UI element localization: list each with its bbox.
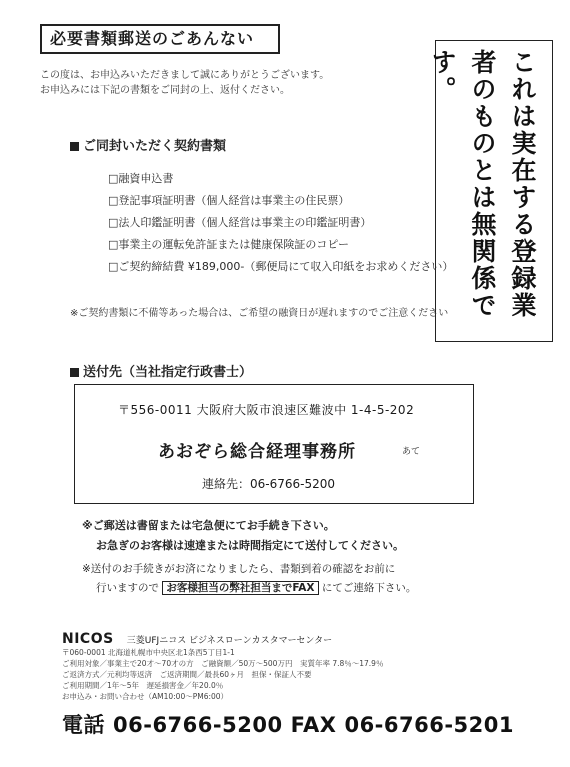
disclaimer-text: これは実在する登録業者のものとは無関係です。 xyxy=(428,49,537,319)
document-title: 必要書類郵送のごあんない xyxy=(40,24,280,54)
list-item: □ご契約締結費 ¥189,000-（郵便局にて収入印紙をお求めください） xyxy=(108,260,454,273)
company-header xyxy=(62,628,332,647)
office-contact: 連絡先：06-6766-5200 xyxy=(202,477,336,491)
fine-print xyxy=(62,647,383,702)
hours-line: お申込み・お問い合わせ（AM10:00～PM6:00） xyxy=(62,692,229,701)
intro-line: この度は、お申込みいただきまして誠にありがとうございます。 xyxy=(40,70,330,81)
heading-label: ご同封いただく契約書類 xyxy=(83,139,227,154)
fax-number: 06-6766-5201 xyxy=(344,713,515,737)
square-bullet-icon xyxy=(70,142,79,151)
warning-line xyxy=(96,580,416,595)
list-item: □融資申込書 xyxy=(108,172,174,185)
list-item: □登記事項証明書（個人経営は事業主の住民票） xyxy=(108,194,350,207)
nicos-logo: NICOS xyxy=(62,631,114,647)
warning-line: お急ぎのお客様は速達または時間指定にて送付してください。 xyxy=(96,539,404,552)
fine-print-line: 〒060-0001 北海道札幌市中央区北1条西5丁目1-1 xyxy=(62,648,235,657)
fine-print-line: ご利用対象／事業主で20才～70才の方 ご融資額／50万～500万円 実質年率 7.8％～17.9％ xyxy=(62,659,384,668)
list-item: □事業主の運転免許証または健康保険証のコピー xyxy=(108,238,349,251)
intro-text xyxy=(40,68,329,98)
send-section-heading xyxy=(70,361,252,380)
contract-note: ※ご契約書類に不備等あった場合は、ご希望の融資日が遅れますのでご注意ください xyxy=(70,308,449,319)
fine-print-line: ご返済方式／元利均等返済 ご返済期間／最長60ヶ月 担保・保証人不要 xyxy=(62,670,312,679)
fax-highlight: お客様担当の弊社担当までFAX xyxy=(162,581,318,595)
tel-label: 電話 xyxy=(62,713,105,737)
contract-section-heading xyxy=(70,135,226,154)
company-name: 三菱UFJニコス ビジネスローンカスタマーセンター xyxy=(126,636,333,646)
list-item: □法人印鑑証明書（個人経営は事業主の印鑑証明書） xyxy=(108,216,372,229)
contact-numbers xyxy=(62,709,522,739)
fax-label: FAX xyxy=(290,713,337,737)
warning-text: にてご連絡下さい。 xyxy=(321,582,417,594)
warning-line: ※送付のお手続きがお済になりましたら、書類到着の確認をお前に xyxy=(82,563,396,575)
tel-number: 06-6766-5200 xyxy=(113,713,283,737)
postal-address: 〒556-0011 大阪府大阪市浪速区難波中 1-4-5-202 xyxy=(118,403,415,417)
intro-line: お申込みには下記の書類をご同封の上、返付ください。 xyxy=(40,85,290,96)
required-documents-list xyxy=(108,168,453,278)
warning-text: 行いますので xyxy=(96,582,159,594)
office-name: あおぞら総合経理事務所 xyxy=(158,442,356,462)
office-suffix: あて xyxy=(402,447,421,457)
warning-line: ※ご郵送は書留または宅急便にてお手続き下さい。 xyxy=(82,519,335,532)
fine-print-line: ご利用期間／1年～5年 遅延損害金／年20.0％ xyxy=(62,681,224,690)
heading-label: 送付先（当社指定行政書士） xyxy=(83,365,253,380)
square-bullet-icon xyxy=(70,368,79,377)
